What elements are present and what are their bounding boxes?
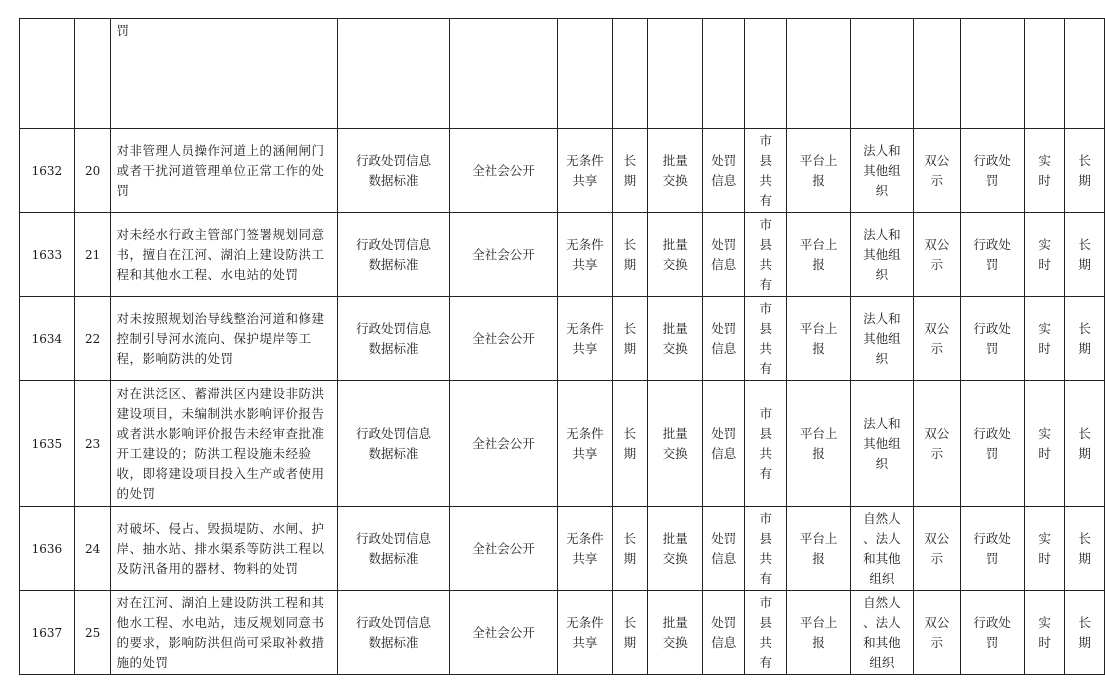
item-name-cell: 对在江河、湖泊上建设防洪工程和其他水工程、水电站，违反规划同意书的要求，影响防洪但尚可采取补救措施的处罚 [111,591,338,675]
item-name-cell: 对在洪泛区、蓄滞洪区内建设非防洪建设项目，未编制洪水影响评价报告或者洪水影响评价报告未经审查批准开工建设的；防洪工程设施未经验收，即将建设项目投入生产或者使用的处罚 [111,381,338,507]
admin-level-cell: 市 县 共 有 [744,129,787,213]
report-mode-cell: 平台上 报 [787,591,850,675]
double-public-cell: 双公 示 [914,213,961,297]
double-public-cell: 双公 示 [914,507,961,591]
open-scope-cell: 全社会公开 [449,213,558,297]
info-type-cell: 处罚 信息 [703,129,745,213]
subject-type-cell: 自然人 、法人 和其他 组织 [850,591,913,675]
data-standard-cell: 行政处罚信息 数据标准 [338,381,449,507]
sub-seq-cell: 23 [74,381,111,507]
sub-seq-cell [74,19,111,129]
seq-cell: 1634 [20,297,75,381]
double-public-cell: 双公 示 [914,297,961,381]
timeliness-cell: 实 时 [1024,297,1065,381]
admin-level-cell: 市 县 共 有 [744,591,787,675]
sub-seq-cell: 21 [74,213,111,297]
sub-seq-cell: 24 [74,507,111,591]
category-cell: 行政处 罚 [960,129,1024,213]
timeliness-cell: 实 时 [1024,129,1065,213]
subject-type-cell: 法人和 其他组 织 [850,381,913,507]
share-type-cell: 无条件 共享 [558,507,612,591]
seq-cell: 1636 [20,507,75,591]
seq-cell: 1637 [20,591,75,675]
admin-level-cell: 市 县 共 有 [744,381,787,507]
subject-type-cell: 法人和 其他组 织 [850,213,913,297]
double-public-cell: 双公 示 [914,381,961,507]
retention-cell: 长 期 [1065,213,1105,297]
item-name-cell: 对破坏、侵占、毁损堤防、水闸、护岸、抽水站、排水渠系等防洪工程以及防汛备用的器材、物料的处罚 [111,507,338,591]
retention-cell: 长 期 [1065,507,1105,591]
table-row [20,297,1105,381]
validity-cell: 长 期 [612,381,648,507]
subject-type-cell: 法人和 其他组 织 [850,129,913,213]
seq-cell [20,19,75,129]
report-mode-cell: 平台上 报 [787,507,850,591]
open-scope-cell: 全社会公开 [449,129,558,213]
category-cell: 行政处 罚 [960,507,1024,591]
table-row [20,129,1105,213]
admin-level-cell: 市 县 共 有 [744,213,787,297]
subject-type-cell: 法人和 其他组 织 [850,297,913,381]
timeliness-cell: 实 时 [1024,213,1065,297]
validity-cell: 长 期 [612,297,648,381]
table-row-continued [20,19,1105,129]
exchange-mode-cell: 批量 交换 [648,381,703,507]
timeliness-cell: 实 时 [1024,591,1065,675]
data-standard-cell: 行政处罚信息 数据标准 [338,213,449,297]
admin-level-cell: 市 县 共 有 [744,297,787,381]
validity-cell: 长 期 [612,507,648,591]
seq-cell: 1632 [20,129,75,213]
item-name-cell: 对非管理人员操作河道上的涵闸闸门或者干扰河道管理单位正常工作的处罚 [111,129,338,213]
table-row [20,591,1105,675]
sub-seq-cell: 22 [74,297,111,381]
open-scope-cell: 全社会公开 [449,297,558,381]
subject-type-cell: 自然人 、法人 和其他 组织 [850,507,913,591]
info-type-cell: 处罚 信息 [703,297,745,381]
open-scope-cell: 全社会公开 [449,381,558,507]
sub-seq-cell: 25 [74,591,111,675]
double-public-cell: 双公 示 [914,129,961,213]
exchange-mode-cell: 批量 交换 [648,129,703,213]
share-type-cell: 无条件 共享 [558,591,612,675]
exchange-mode-cell: 批量 交换 [648,591,703,675]
exchange-mode-cell: 批量 交换 [648,507,703,591]
open-scope-cell: 全社会公开 [449,591,558,675]
catalog-table [19,18,1105,675]
report-mode-cell: 平台上 报 [787,129,850,213]
share-type-cell: 无条件 共享 [558,129,612,213]
item-name-cell: 对未经水行政主管部门签署规划同意书，擅自在江河、湖泊上建设防洪工程和其他水工程、水电站的处罚 [111,213,338,297]
exchange-mode-cell: 批量 交换 [648,297,703,381]
table-row [20,213,1105,297]
category-cell: 行政处 罚 [960,591,1024,675]
retention-cell: 长 期 [1065,129,1105,213]
sub-seq-cell: 20 [74,129,111,213]
table-row [20,381,1105,507]
category-cell: 行政处 罚 [960,213,1024,297]
data-standard-cell: 行政处罚信息 数据标准 [338,507,449,591]
seq-cell: 1635 [20,381,75,507]
info-type-cell: 处罚 信息 [703,381,745,507]
report-mode-cell: 平台上 报 [787,381,850,507]
data-standard-cell: 行政处罚信息 数据标准 [338,129,449,213]
timeliness-cell: 实 时 [1024,507,1065,591]
validity-cell: 长 期 [612,591,648,675]
validity-cell: 长 期 [612,129,648,213]
share-type-cell: 无条件 共享 [558,381,612,507]
timeliness-cell: 实 时 [1024,381,1065,507]
retention-cell: 长 期 [1065,381,1105,507]
info-type-cell: 处罚 信息 [703,213,745,297]
report-mode-cell: 平台上 报 [787,213,850,297]
admin-level-cell: 市 县 共 有 [744,507,787,591]
retention-cell: 长 期 [1065,591,1105,675]
validity-cell: 长 期 [612,213,648,297]
report-mode-cell: 平台上 报 [787,297,850,381]
category-cell: 行政处 罚 [960,381,1024,507]
data-standard-cell: 行政处罚信息 数据标准 [338,297,449,381]
double-public-cell: 双公 示 [914,591,961,675]
retention-cell: 长 期 [1065,297,1105,381]
info-type-cell: 处罚 信息 [703,507,745,591]
share-type-cell: 无条件 共享 [558,213,612,297]
info-type-cell: 处罚 信息 [703,591,745,675]
seq-cell: 1633 [20,213,75,297]
category-cell: 行政处 罚 [960,297,1024,381]
item-name-cell: 罚 [111,19,338,129]
data-standard-cell: 行政处罚信息 数据标准 [338,591,449,675]
share-type-cell: 无条件 共享 [558,297,612,381]
exchange-mode-cell: 批量 交换 [648,213,703,297]
open-scope-cell: 全社会公开 [449,507,558,591]
item-name-cell: 对未按照规划治导线整治河道和修建控制引导河水流向、保护堤岸等工程，影响防洪的处罚 [111,297,338,381]
table-row [20,507,1105,591]
